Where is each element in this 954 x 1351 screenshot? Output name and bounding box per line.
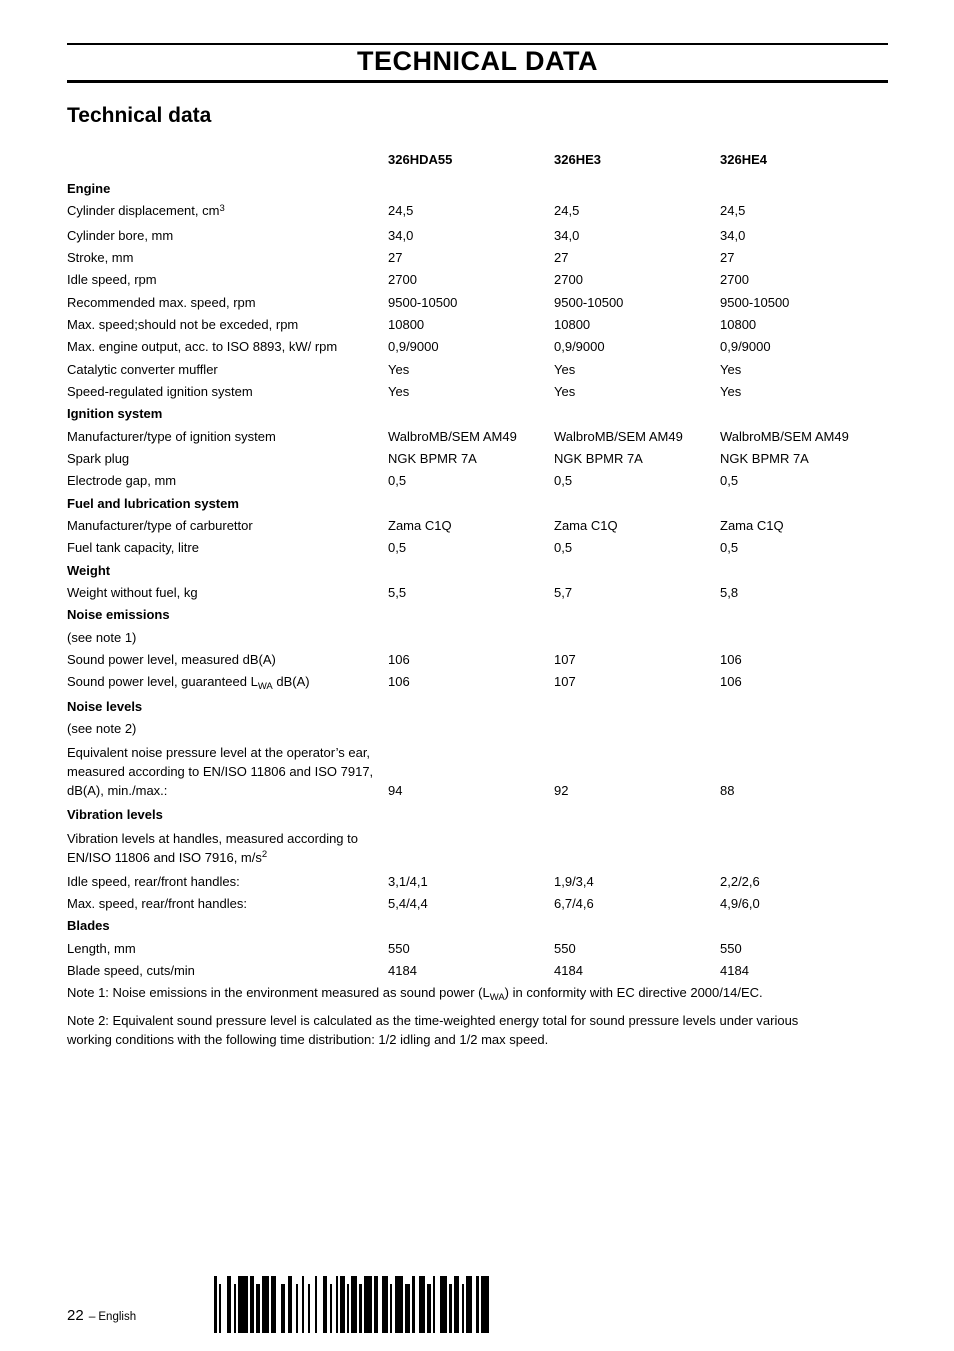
- barcode-bar: [449, 1284, 452, 1333]
- row-label: [67, 871, 388, 893]
- barcode-bar: [271, 1276, 276, 1333]
- cell-value: 92: [554, 783, 569, 799]
- cell-value: 106: [388, 674, 410, 690]
- row-label: [67, 247, 388, 269]
- row-label: [67, 426, 388, 448]
- cell-value: 2700: [720, 272, 749, 288]
- cell-value: Zama C1Q: [554, 517, 618, 533]
- barcode-bar: [347, 1284, 349, 1333]
- superscript-text: 2: [261, 849, 268, 861]
- cell-value: 5,8: [720, 584, 739, 600]
- cell-value: 0,5: [388, 473, 407, 489]
- cell-value: 24,5: [388, 203, 414, 219]
- note-paragraph: [67, 1011, 891, 1049]
- text-run: Stroke, mm: [67, 249, 134, 265]
- text-run: Blade speed, cuts/min: [67, 962, 195, 978]
- row-label: [67, 470, 388, 492]
- row-label: [67, 200, 388, 224]
- cell-value: 4184: [554, 962, 583, 978]
- table-row: [67, 938, 891, 960]
- barcode-bar: [427, 1284, 431, 1333]
- cell-value: 550: [720, 940, 742, 956]
- cell-value: NGK BPMR 7A: [554, 450, 643, 466]
- footer-language: English: [98, 1311, 137, 1323]
- table-row: [67, 200, 891, 224]
- barcode-bar: [351, 1276, 357, 1333]
- row-label: [67, 292, 388, 314]
- cell-value: 34,0: [720, 227, 746, 243]
- row-label: [67, 804, 388, 826]
- barcode-bar: [481, 1276, 489, 1333]
- cell-value: 5,7: [554, 584, 573, 600]
- cell-value: NGK BPMR 7A: [388, 450, 477, 466]
- cell-value: 4,9/6,0: [720, 895, 760, 911]
- top-rule: [67, 43, 888, 45]
- barcode-bar: [336, 1276, 338, 1333]
- barcode-bar: [382, 1276, 388, 1333]
- text-run: Max. speed;should not be exceded, rpm: [67, 316, 299, 332]
- section-row: [67, 560, 891, 582]
- barcode-bar: [419, 1276, 425, 1333]
- page-number: 22: [67, 1307, 84, 1324]
- cell-value: 10800: [720, 316, 757, 332]
- row-label: [67, 671, 388, 695]
- row-label: [67, 314, 388, 336]
- section-row: [67, 403, 891, 425]
- cell-value: 106: [720, 651, 742, 667]
- barcode-bar: [288, 1276, 292, 1333]
- row-label: [67, 649, 388, 671]
- cell-value: WalbroMB/SEM AM49: [720, 428, 849, 444]
- text-run: Note 2: Equivalent sound pressure level is calculated as the time-weighted energy total for sound pressure levels under various: [67, 1013, 799, 1028]
- table-row: [67, 247, 891, 269]
- column-header: 326HDA55: [388, 152, 453, 167]
- barcode-bar: [395, 1276, 403, 1333]
- row-label: [67, 560, 388, 582]
- table-row: [67, 359, 891, 381]
- row-label: [67, 381, 388, 403]
- table-row: [67, 960, 891, 982]
- row-label: [67, 938, 388, 960]
- row-label: [67, 336, 388, 358]
- cell-value: WalbroMB/SEM AM49: [554, 428, 683, 444]
- table-row: [67, 381, 891, 403]
- cell-value: 0,5: [720, 540, 739, 556]
- text-run: Electrode gap, mm: [67, 473, 177, 489]
- barcode-bar: [433, 1276, 435, 1333]
- text-run: (see note 1): [67, 629, 137, 645]
- text-run: Engine: [67, 181, 111, 196]
- table-row: [67, 448, 891, 470]
- cell-value: 550: [554, 940, 576, 956]
- row-label: [67, 178, 388, 200]
- cell-value: Yes: [720, 361, 742, 377]
- barcode-bar: [234, 1284, 236, 1333]
- row-label: [67, 515, 388, 537]
- cell-value: 0,5: [554, 540, 573, 556]
- footer-separator: –: [88, 1309, 96, 1323]
- cell-value: 3,1/4,1: [388, 873, 428, 889]
- table-row: [67, 740, 891, 804]
- text-run: dB(A): [272, 674, 310, 690]
- cell-value: 94: [388, 783, 403, 799]
- table-row: [67, 582, 891, 604]
- cell-value: 0,5: [388, 540, 407, 556]
- text-run: Note 1: Noise emissions in the environment measured as sound power (L: [67, 985, 490, 1000]
- notes: [67, 983, 891, 1056]
- row-label: [67, 448, 388, 470]
- cell-value: 27: [554, 249, 569, 265]
- text-run: Catalytic converter muffler: [67, 361, 218, 377]
- table-row: [67, 627, 891, 649]
- cell-value: Yes: [554, 361, 576, 377]
- row-label: [67, 829, 388, 869]
- barcode-bar: [214, 1276, 217, 1333]
- cell-value: Yes: [720, 383, 742, 399]
- header-rule: [67, 80, 888, 83]
- table-row: [67, 718, 891, 740]
- barcode-bar: [219, 1284, 221, 1333]
- cell-value: 106: [388, 651, 410, 667]
- text-run: Sound power level, measured dB(A): [67, 651, 276, 667]
- text-run: Weight: [67, 562, 111, 578]
- text-run: Max. speed, rear/front handles:: [67, 895, 247, 911]
- subscript-text: WA: [257, 681, 273, 693]
- barcode: [214, 1276, 489, 1333]
- row-label: [67, 893, 388, 915]
- cell-value: 2,2/2,6: [720, 873, 760, 889]
- table-row: [67, 871, 891, 893]
- row-label: [67, 696, 388, 718]
- text-run: Cylinder bore, mm: [67, 227, 174, 243]
- section-row: [67, 178, 891, 200]
- cell-value: 5,4/4,4: [388, 895, 428, 911]
- barcode-bar: [364, 1276, 372, 1333]
- barcode-bar: [238, 1276, 248, 1333]
- row-label: [67, 403, 388, 425]
- barcode-bar: [281, 1284, 285, 1333]
- column-header: 326HE3: [554, 152, 601, 167]
- cell-value: 107: [554, 651, 576, 667]
- text-run: ) in conformity with EC directive 2000/14/EC.: [504, 985, 763, 1000]
- cell-value: 550: [388, 940, 410, 956]
- row-label: [67, 627, 388, 649]
- text-run: (see note 2): [67, 720, 137, 736]
- text-run: Speed-regulated ignition system: [67, 383, 253, 399]
- barcode-bar: [250, 1276, 254, 1333]
- barcode-bar: [412, 1276, 415, 1333]
- text-run: Vibration levels: [67, 807, 163, 823]
- cell-value: 5,5: [388, 584, 407, 600]
- cell-value: 10800: [388, 316, 425, 332]
- cell-value: Zama C1Q: [720, 517, 784, 533]
- page-footer: [67, 1307, 136, 1325]
- barcode-bar: [227, 1276, 231, 1333]
- barcode-bar: [302, 1276, 304, 1333]
- barcode-bar: [323, 1276, 327, 1333]
- row-label: [67, 604, 388, 626]
- row-label: [67, 537, 388, 559]
- table-row: [67, 314, 891, 336]
- cell-value: Yes: [388, 361, 410, 377]
- barcode-bar: [405, 1284, 410, 1333]
- cell-value: Yes: [388, 383, 410, 399]
- cell-value: NGK BPMR 7A: [720, 450, 809, 466]
- text-run: Spark plug: [67, 450, 130, 466]
- table-row: [67, 827, 891, 871]
- text-run: Manufacturer/type of carburettor: [67, 517, 253, 533]
- barcode-bar: [262, 1276, 269, 1333]
- table-row: [67, 292, 891, 314]
- text-run: Cylinder displacement, cm: [67, 203, 220, 219]
- table-header-row: [67, 150, 891, 170]
- cell-value: 88: [720, 783, 735, 799]
- row-label: [67, 582, 388, 604]
- cell-value: 1,9/3,4: [554, 873, 594, 889]
- text-run: Sound power level, guaranteed L: [67, 674, 258, 690]
- table-row: [67, 470, 891, 492]
- barcode-bar: [315, 1276, 317, 1333]
- text-run: Idle speed, rpm: [67, 272, 157, 288]
- row-label: [67, 225, 388, 247]
- table-row: [67, 426, 891, 448]
- text-run: Length, mm: [67, 940, 136, 956]
- column-header: 326HE4: [720, 152, 767, 167]
- barcode-bar: [466, 1276, 472, 1333]
- text-run: Max. engine output, acc. to ISO 8893, kW/ rpm: [67, 339, 338, 355]
- cell-value: 4184: [388, 962, 417, 978]
- cell-value: 6,7/4,6: [554, 895, 594, 911]
- text-run: Noise emissions: [67, 607, 170, 623]
- table-row: [67, 649, 891, 671]
- barcode-bar: [359, 1284, 362, 1333]
- text-run: Noise levels: [67, 698, 143, 714]
- table-row: [67, 269, 891, 291]
- table-row: [67, 225, 891, 247]
- text-run: Vibration levels at handles, measured according to EN/ISO 11806 and ISO 7916, m/s: [67, 830, 358, 865]
- section-row: [67, 696, 891, 718]
- note-paragraph: [67, 983, 891, 1004]
- row-label: [67, 915, 388, 937]
- text-run: Weight without fuel, kg: [67, 584, 198, 600]
- barcode-bar: [454, 1276, 459, 1333]
- barcode-bar: [390, 1284, 392, 1333]
- table-row: [67, 671, 891, 695]
- cell-value: Yes: [554, 383, 576, 399]
- cell-value: 106: [720, 674, 742, 690]
- barcode-bar: [462, 1284, 464, 1333]
- cell-value: 34,0: [388, 227, 414, 243]
- cell-value: Zama C1Q: [388, 517, 452, 533]
- cell-value: 107: [554, 674, 576, 690]
- cell-value: 4184: [720, 962, 749, 978]
- barcode-bar: [308, 1284, 310, 1333]
- cell-value: 0,9/9000: [720, 339, 771, 355]
- cell-value: 27: [720, 249, 735, 265]
- text-run: Ignition system: [67, 406, 163, 422]
- cell-value: 0,9/9000: [554, 339, 605, 355]
- row-label: [67, 743, 388, 800]
- table-row: [67, 515, 891, 537]
- row-label: [67, 359, 388, 381]
- table-row: [67, 893, 891, 915]
- cell-value: 9500-10500: [720, 294, 790, 310]
- cell-value: 2700: [388, 272, 417, 288]
- cell-value: 34,0: [554, 227, 580, 243]
- cell-value: 9500-10500: [388, 294, 458, 310]
- table-row: [67, 537, 891, 559]
- barcode-bar: [340, 1276, 345, 1333]
- section-row: [67, 804, 891, 826]
- spec-table: [67, 150, 891, 982]
- cell-value: 0,5: [554, 473, 573, 489]
- row-label: [67, 269, 388, 291]
- text-run: Recommended max. speed, rpm: [67, 294, 256, 310]
- text-run: working conditions with the following time distribution: 1/2 idling and 1/2 max speed.: [67, 1032, 549, 1047]
- section-row: [67, 604, 891, 626]
- barcode-bar: [440, 1276, 447, 1333]
- page-title: Technical data: [67, 104, 212, 127]
- section-row: [67, 915, 891, 937]
- cell-value: 27: [388, 249, 403, 265]
- cell-value: 2700: [554, 272, 583, 288]
- barcode-bar: [296, 1284, 298, 1333]
- barcode-bar: [330, 1284, 332, 1333]
- table-row: [67, 336, 891, 358]
- text-run: Manufacturer/type of ignition system: [67, 428, 276, 444]
- cell-value: 0,5: [720, 473, 739, 489]
- barcode-bar: [256, 1284, 260, 1333]
- text-run: Fuel and lubrication system: [67, 495, 239, 511]
- text-run: Equivalent noise pressure level at the operator’s ear, measured according to EN/ISO 11806 and ISO 7917, dB(A), min./max.:: [67, 745, 374, 799]
- barcode-bar: [476, 1276, 479, 1333]
- subscript-text: WA: [489, 992, 505, 1003]
- cell-value: 0,9/9000: [388, 339, 439, 355]
- cell-value: 24,5: [554, 203, 580, 219]
- text-run: Blades: [67, 918, 110, 934]
- text-run: Idle speed, rear/front handles:: [67, 873, 240, 889]
- cell-value: 9500-10500: [554, 294, 624, 310]
- cell-value: 24,5: [720, 203, 746, 219]
- row-label: [67, 493, 388, 515]
- superscript-text: 3: [219, 202, 225, 214]
- row-label: [67, 718, 388, 740]
- section-row: [67, 493, 891, 515]
- row-label: [67, 960, 388, 982]
- barcode-bar: [374, 1276, 378, 1333]
- text-run: Fuel tank capacity, litre: [67, 540, 199, 556]
- cell-value: WalbroMB/SEM AM49: [388, 428, 517, 444]
- page-header-title: TECHNICAL DATA: [357, 46, 598, 76]
- cell-value: 10800: [554, 316, 591, 332]
